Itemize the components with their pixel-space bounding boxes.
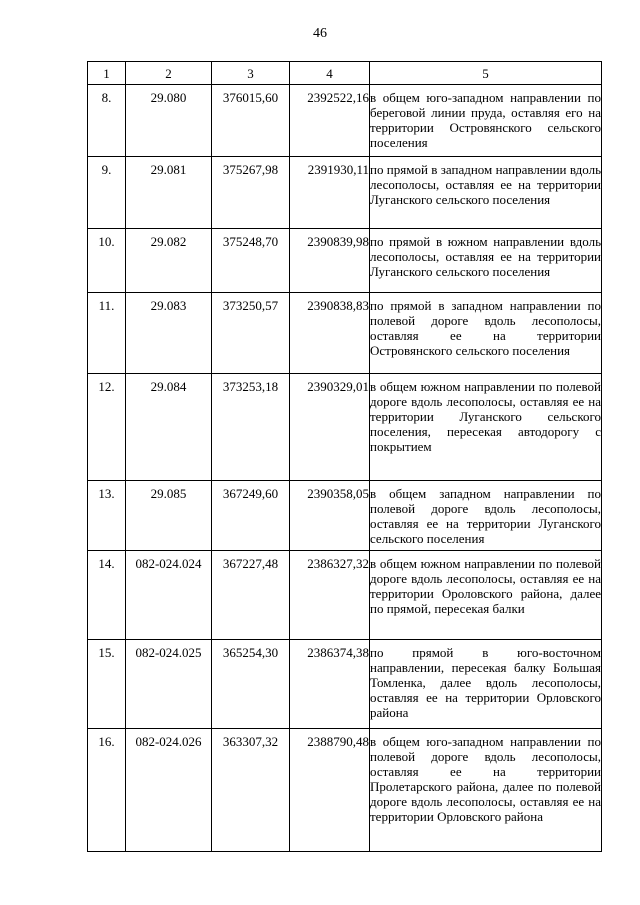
table-row (88, 229, 602, 293)
point-id-cell: 29.082 (126, 229, 212, 293)
y-coordinate-cell: 2390329,01 (290, 374, 370, 481)
x-coordinate-cell: 367227,48 (212, 551, 290, 640)
row-number-cell: 14. (88, 551, 126, 640)
y-coordinate-cell: 2390358,05 (290, 481, 370, 551)
point-id-cell: 082-024.025 (126, 640, 212, 729)
point-id-cell: 29.084 (126, 374, 212, 481)
table-row (88, 640, 602, 729)
y-coordinate-cell: 2390838,83 (290, 293, 370, 374)
row-number-cell: 9. (88, 157, 126, 229)
description-cell: в общем юго-западном направлении по полевой дороге вдоль лесополосы, оставляя ее на территории Пролетарского района, далее по полевой дороге вдоль лесополосы, оставляя ее на территории Орловского района (370, 729, 602, 852)
y-coordinate-cell: 2392522,16 (290, 85, 370, 157)
column-header: 1 (88, 62, 126, 85)
x-coordinate-cell: 375267,98 (212, 157, 290, 229)
table-row (88, 481, 602, 551)
boundary-coordinates-table (87, 61, 602, 852)
row-number-cell: 12. (88, 374, 126, 481)
description-cell: по прямой в юго-восточном направлении, пересекая балку Большая Томленка, далее вдоль лесополосы, оставляя ее на территории Орловского района (370, 640, 602, 729)
description-cell: по прямой в западном направлении по полевой дороге вдоль лесополосы, оставляя ее на территории Островянского сельского поселения (370, 293, 602, 374)
x-coordinate-cell: 373250,57 (212, 293, 290, 374)
table-row (88, 293, 602, 374)
column-header: 4 (290, 62, 370, 85)
page-number: 46 (313, 26, 327, 41)
description-cell: по прямой в западном направлении вдоль лесополосы, оставляя ее на территории Луганского сельского поселения (370, 157, 602, 229)
table-row (88, 85, 602, 157)
x-coordinate-cell: 376015,60 (212, 85, 290, 157)
column-header: 5 (370, 62, 602, 85)
description-cell: в общем юго-западном направлении по береговой линии пруда, оставляя его на территории Островянского сельского поселения (370, 85, 602, 157)
y-coordinate-cell: 2390839,98 (290, 229, 370, 293)
x-coordinate-cell: 363307,32 (212, 729, 290, 852)
point-id-cell: 082-024.024 (126, 551, 212, 640)
row-number-cell: 10. (88, 229, 126, 293)
point-id-cell: 29.080 (126, 85, 212, 157)
point-id-cell: 29.081 (126, 157, 212, 229)
table-header-row (88, 62, 602, 85)
row-number-cell: 11. (88, 293, 126, 374)
description-cell: в общем западном направлении по полевой дороге вдоль лесополосы, оставляя ее на территории Луганского сельского поселения (370, 481, 602, 551)
table-row (88, 551, 602, 640)
x-coordinate-cell: 367249,60 (212, 481, 290, 551)
y-coordinate-cell: 2388790,48 (290, 729, 370, 852)
point-id-cell: 082-024.026 (126, 729, 212, 852)
column-header: 2 (126, 62, 212, 85)
row-number-cell: 13. (88, 481, 126, 551)
column-header: 3 (212, 62, 290, 85)
y-coordinate-cell: 2386374,38 (290, 640, 370, 729)
description-cell: по прямой в южном направлении вдоль лесополосы, оставляя ее на территории Луганского сельского поселения (370, 229, 602, 293)
table-row (88, 374, 602, 481)
x-coordinate-cell: 375248,70 (212, 229, 290, 293)
y-coordinate-cell: 2391930,11 (290, 157, 370, 229)
x-coordinate-cell: 365254,30 (212, 640, 290, 729)
row-number-cell: 8. (88, 85, 126, 157)
point-id-cell: 29.083 (126, 293, 212, 374)
row-number-cell: 15. (88, 640, 126, 729)
description-cell: в общем южном направлении по полевой дороге вдоль лесополосы, оставляя ее на территории Луганского сельского поселения, пересекая автодорогу с покрытием (370, 374, 602, 481)
x-coordinate-cell: 373253,18 (212, 374, 290, 481)
description-cell: в общем южном направлении по полевой дороге вдоль лесополосы, оставляя ее на территории Ороловского района, далее по прямой, пересекая балки (370, 551, 602, 640)
table-row (88, 157, 602, 229)
row-number-cell: 16. (88, 729, 126, 852)
y-coordinate-cell: 2386327,32 (290, 551, 370, 640)
point-id-cell: 29.085 (126, 481, 212, 551)
table-row (88, 729, 602, 852)
